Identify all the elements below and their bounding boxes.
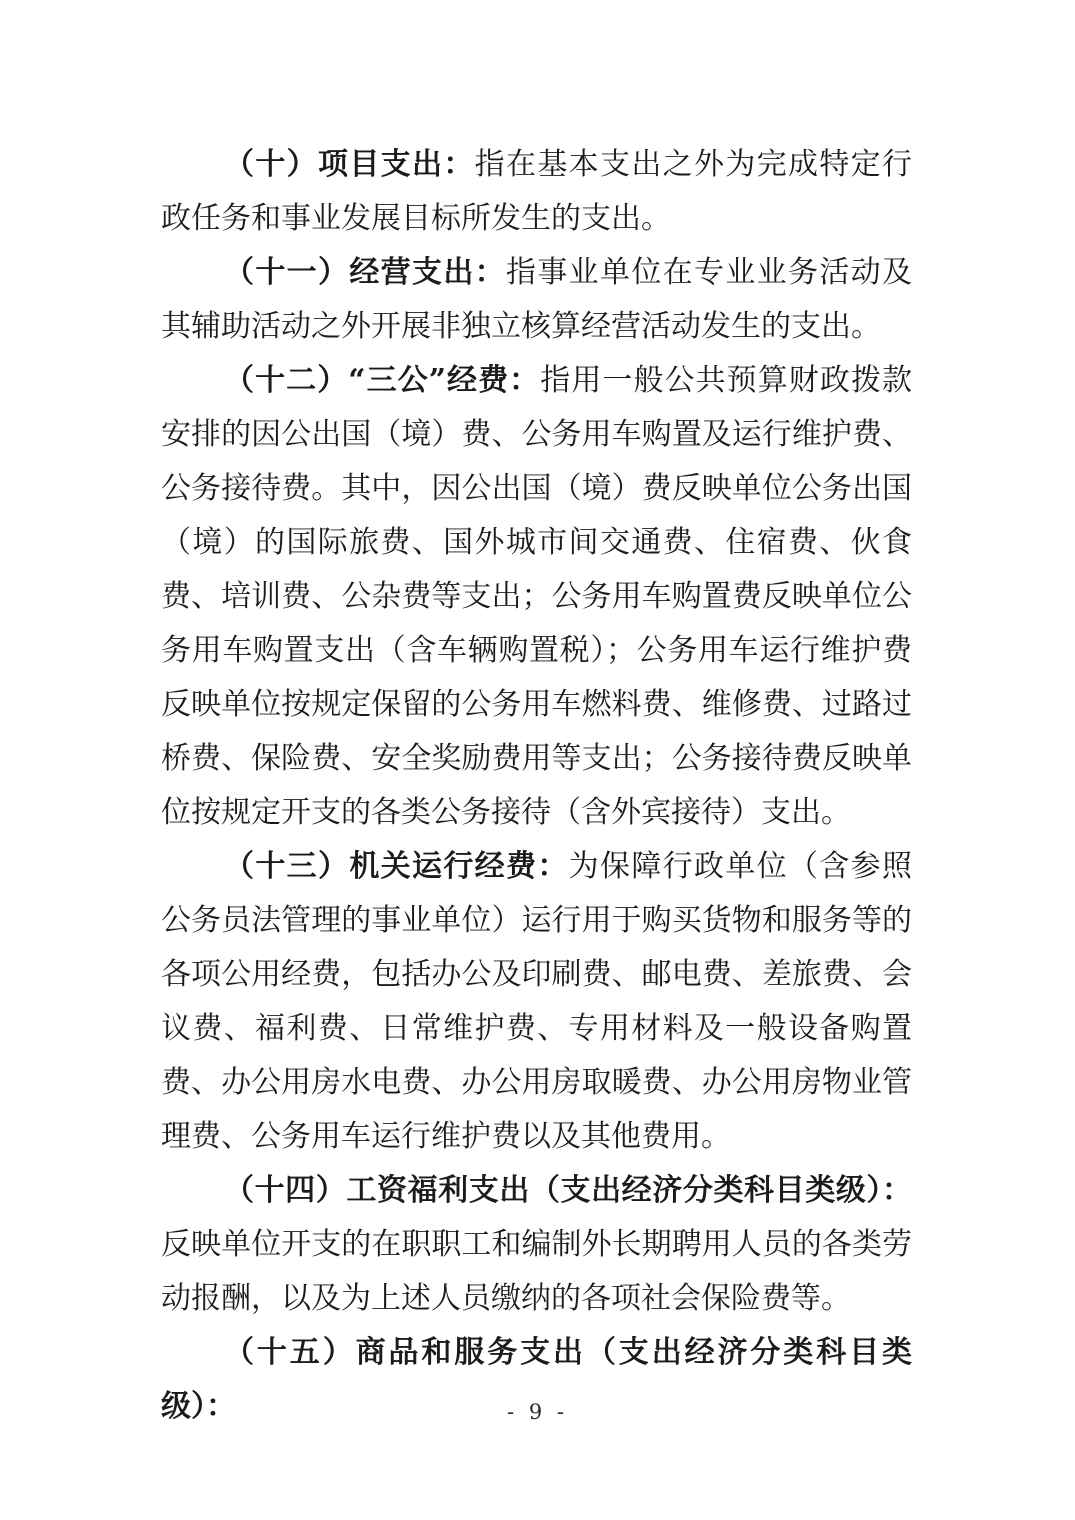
paragraph-item-12 [161, 354, 912, 840]
paragraph-text: 为保障行政单位（含参照公务员法管理的事业单位）运行用于购买货物和服务等的各项公用经费，包括办公及印刷费、邮电费、差旅费、会议费、福利费、日常维护费、专用材料及一般设备购置费、办公用房水电费、办公用房取暖费、办公用房物业管理费、公务用车运行维护费以及其他费用。 [161, 849, 913, 1154]
paragraph-text: 指在基本支出之外为完成特定行政任务和事业发展目标所发生的支出。 [161, 147, 913, 236]
paragraph-text: 反映单位开支的在职职工和编制外长期聘用人员的各类劳动报酬，以及为上述人员缴纳的各项社会保险费等。 [161, 1227, 912, 1316]
paragraph-heading: （十二）“三公”经费： [224, 363, 541, 398]
paragraph-heading: （十三）机关运行经费： [224, 849, 569, 884]
paragraph-item-13 [161, 840, 912, 1164]
paragraph-text: 指用一般公共预算财政拨款安排的因公出国（境）费、公务用车购置及运行维护费、公务接待费。其中，因公出国（境）费反映单位公务出国（境）的国际旅费、国外城市间交通费、住宿费、伙食费、培训费、公杂费等支出；公务用车购置费反映单位公务用车购置支出（含车辆购置税）；公务用车运行维护费反映单位按规定保留的公务用车燃料费、维修费、过路过桥费、保险费、安全奖励费用等支出；公务接待费反映单位按规定开支的各类公务接待（含外宾接待）支出。 [161, 363, 913, 830]
paragraph-item-14 [161, 1164, 912, 1326]
paragraph-item-10 [161, 138, 912, 246]
paragraph-heading: （十一）经营支出： [224, 255, 506, 290]
paragraph-heading: （十）项目支出： [224, 147, 475, 182]
paragraph-text: 指事业单位在专业业务活动及其辅助活动之外开展非独立核算经营活动发生的支出。 [161, 255, 912, 344]
paragraph-heading: （十五）商品和服务支出（支出经济分类科目类级）： [161, 1335, 912, 1424]
page-number: - 9 - [507, 1400, 568, 1424]
paragraph-item-11 [161, 246, 912, 354]
document-body [161, 138, 912, 1434]
paragraph-heading: （十四）工资福利支出（支出经济分类科目类级）： [224, 1173, 912, 1208]
